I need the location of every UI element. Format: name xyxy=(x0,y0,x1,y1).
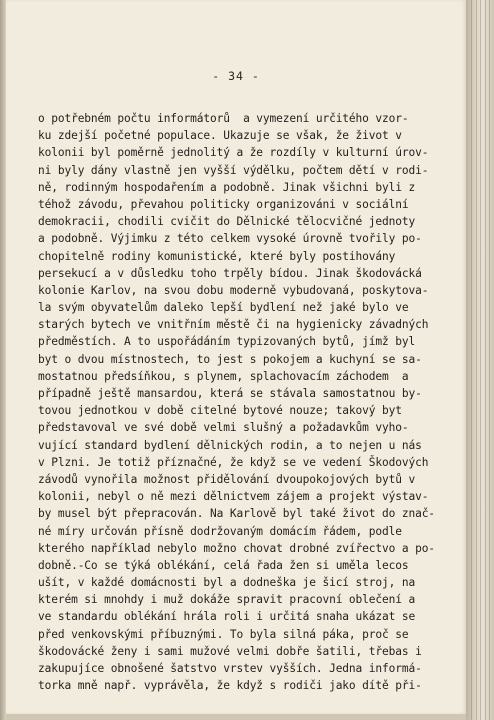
text-line: kterého například nebylo možno chovat drobné zvířectvo a po- xyxy=(38,541,435,555)
stacked-pages-edge xyxy=(466,0,494,720)
text-line: kolonie Karlov, na svou dobu moderně vybudovaná, poskytova- xyxy=(38,283,429,297)
text-line: né míry určován přísně dodržovaným domácím řádem, podle xyxy=(38,524,402,538)
text-line: představoval ve své době velmi slušný a požadavkům vyho- xyxy=(38,421,409,435)
text-line: ni byly dány vlastně jen vyšší výdělku, počtem dětí v rodi- xyxy=(38,163,429,177)
text-line: chopitelně rodiny komunistické, které byly postihovány xyxy=(38,249,396,263)
text-line: by musel být přepracován. Na Karlově byl také život do znač- xyxy=(38,507,435,521)
text-line: la svým obyvatelům daleko lepší bydlení než jaké bylo ve xyxy=(38,301,409,315)
text-line: starých bytech ve vnitřním městě či na hygienicky závadných xyxy=(38,318,429,332)
text-line: závodů vynořila možnost přidělování dvoupokojových bytů v xyxy=(38,472,416,486)
text-line: kterém si mnohdy i muž dokáže spravit pracovní oblečení a xyxy=(38,593,416,607)
text-line: tovou jednotkou v době citelné bytové nouze; takový byt xyxy=(38,404,402,418)
text-line: mostatnou předsíňkou, s plynem, splachovacím záchodem a xyxy=(38,369,409,383)
text-line: demokracii, chodili cvičit do Dělnické tělocvičné jednoty xyxy=(38,215,416,229)
text-line: předměstích. A to uspořádáním typizovaných bytů, jímž byl xyxy=(38,335,416,349)
text-line: v Plzni. Je totiž příznačné, že když se ve vedení Škodových xyxy=(38,455,429,469)
text-line: případně ještě mansardou, která se stávala samostatnou by- xyxy=(38,387,422,400)
text-line: ušít, v každé domácnosti byl a dodneška je šicí stroj, na xyxy=(38,576,416,590)
text-line: ně, rodinným hospodařením a podobně. Jinak všichni byli z xyxy=(38,180,416,194)
text-line: ku zdejší početné populace. Ukazuje se však, že život v xyxy=(38,129,402,143)
text-line: torka mně např. vyprávěla, že když s rodiči jako dítě při- xyxy=(38,679,422,693)
document-page xyxy=(6,0,466,714)
text-line: před venkovskými příbuznými. To byla silná páka, proč se xyxy=(38,627,409,641)
text-line: a podobně. Výjimku z této celkem vysoké úrovně tvořily po- xyxy=(38,232,422,246)
text-line: byt o dvou místnostech, to jest s pokojem a kuchyní se sa- xyxy=(38,352,422,366)
body-text xyxy=(38,110,463,694)
text-line: kolonii, nebyl o ně mezi dělnictvem zájem a projekt výstav- xyxy=(38,490,429,504)
text-line: ve standardu oblékání hrála roli i určitá snaha ukázat se xyxy=(38,610,416,624)
text-line: o potřebném počtu informátorů a vymezení určitého vzor- xyxy=(38,112,409,125)
text-line: persekucí a v důsledku toho trpěly bídou. Jinak škodovácká xyxy=(38,266,422,280)
text-line: zakupujíce obnošené šatstvo vrstev vyšších. Jedna informá- xyxy=(38,662,422,675)
text-line: vující standard bydlení dělnických rodin, a to nejen u nás xyxy=(38,438,422,452)
text-line: kolonii byl poměrně jednolitý a že rozdíly v kulturní úrov- xyxy=(38,146,429,160)
text-line: škodovácké ženy i sami mužové velmi dobře šatili, třebas i xyxy=(38,644,422,658)
text-line: dobně.-Co se týká oblékání, celá řada žen si uměla lecos xyxy=(38,558,409,572)
text-line: téhož závodu, převahou politicky organizováni v sociální xyxy=(38,197,409,211)
page-number: - 34 - xyxy=(212,69,260,83)
